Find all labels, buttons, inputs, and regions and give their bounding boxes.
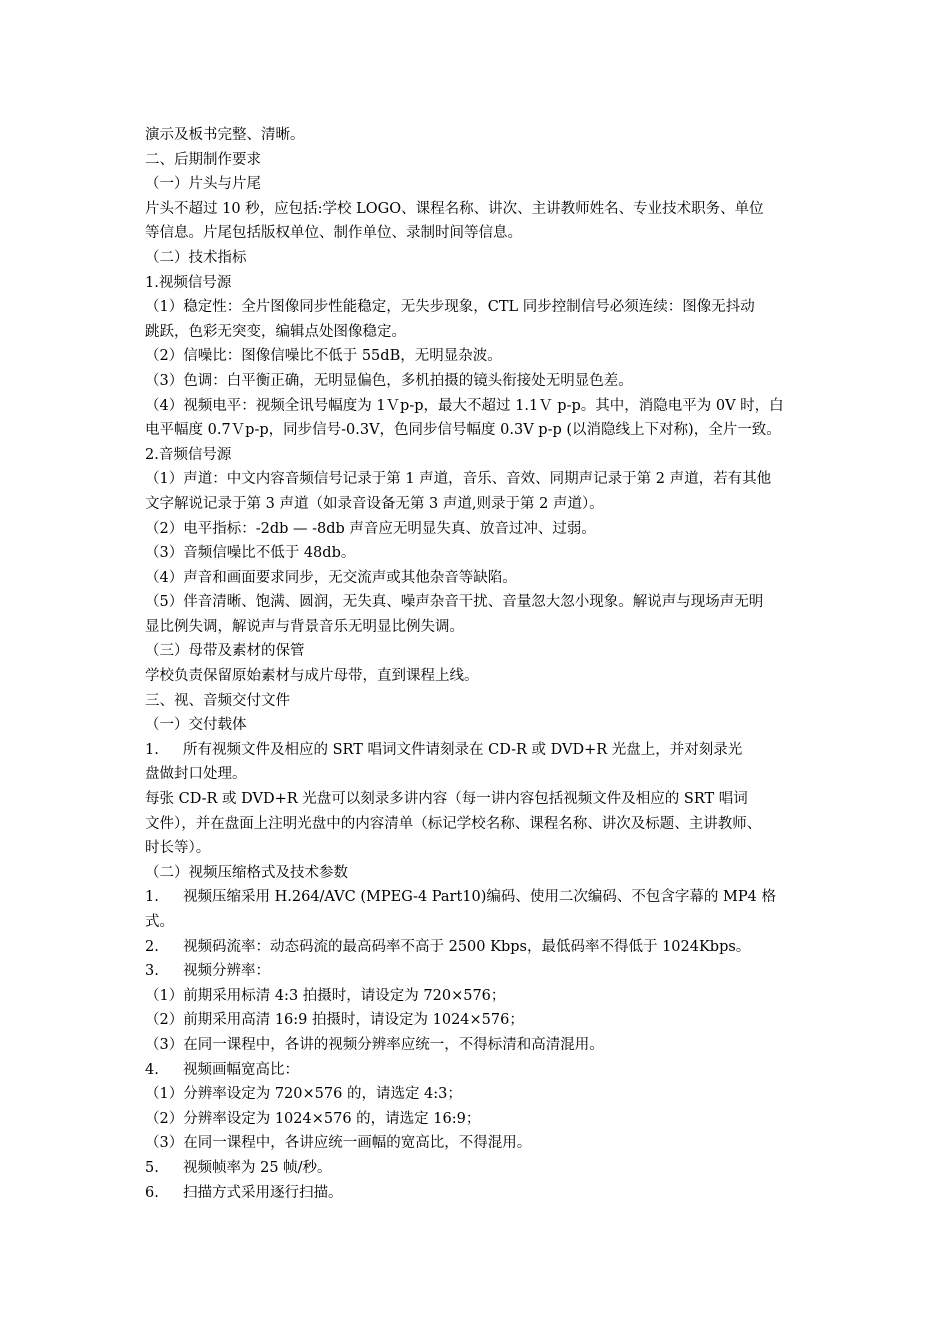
line-text: 三、视、音频交付文件 (145, 692, 290, 709)
line-text: 文字解说记录于第 3 声道（如录音设备无第 3 声道,则录于第 2 声道）。 (145, 495, 604, 512)
line-text: （3）色调：白平衡正确，无明显偏色，多机拍摄的镜头衔接处无明显色差。 (145, 372, 633, 389)
text-line (145, 541, 817, 566)
text-line (145, 467, 817, 492)
text-line (145, 295, 817, 320)
line-text: 二、后期制作要求 (145, 151, 261, 168)
line-text: 等信息。片尾包括版权单位、制作单位、录制时间等信息。 (145, 225, 522, 242)
text-line (145, 1008, 817, 1033)
line-text: 扫描方式采用逐行扫描。 (183, 1184, 343, 1201)
text-line (145, 566, 817, 591)
list-number: 6. (145, 1184, 159, 1201)
list-number: 5. (145, 1159, 159, 1176)
text-line (145, 984, 817, 1009)
text-line (145, 172, 817, 197)
text-line (145, 344, 817, 369)
list-number: 1. (145, 889, 159, 906)
line-text: （三）母带及素材的保管 (145, 643, 305, 660)
line-text: 学校负责保留原始素材与成片母带，直到课程上线。 (145, 668, 479, 685)
text-line (145, 910, 817, 935)
text-line (145, 1033, 817, 1058)
text-line (145, 935, 817, 960)
text-line (145, 123, 817, 148)
list-number: 3. (145, 963, 159, 980)
text-line (145, 394, 817, 419)
line-text: 1.视频信号源 (145, 274, 232, 291)
text-line (145, 418, 817, 443)
list-number: 2. (145, 938, 159, 955)
line-text: 盘做封口处理。 (145, 766, 247, 783)
line-text: （1）稳定性：全片图像同步性能稳定，无失步现象，CTL 同步控制信号必须连续：图像无抖动 (145, 299, 755, 316)
list-number: 1. (145, 741, 159, 758)
line-text: 文件），并在盘面上注明光盘中的内容清单（标记学校名称、课程名称、讲次及标题、主讲教师、 (145, 815, 762, 832)
text-line (145, 590, 817, 615)
line-text: 跳跃，色彩无突变，编辑点处图像稳定。 (145, 323, 406, 340)
text-line (145, 320, 817, 345)
line-text: 视频画幅宽高比： (183, 1061, 299, 1078)
line-text: （3）音频信噪比不低于 48db。 (145, 545, 356, 562)
line-text: （二）技术指标 (145, 249, 247, 266)
line-text: （3）在同一课程中，各讲应统一画幅的宽高比，不得混用。 (145, 1135, 532, 1152)
text-line (145, 369, 817, 394)
line-text: 片头不超过 10 秒，应包括:学校 LOGO、课程名称、讲次、主讲教师姓名、专业技术职务、单位 (145, 200, 764, 217)
text-line (145, 1082, 817, 1107)
text-line (145, 197, 817, 222)
line-text: 时长等）。 (145, 840, 211, 857)
text-line (145, 1107, 817, 1132)
line-text: （4）声音和画面要求同步，无交流声或其他杂音等缺陷。 (145, 569, 517, 586)
line-text: 2.音频信号源 (145, 446, 232, 463)
line-text: 所有视频文件及相应的 SRT 唱词文件请刻录在 CD-R 或 DVD+R 光盘上，并对刻录光 (183, 741, 743, 758)
line-text: 视频帧率为 25 帧/秒。 (183, 1159, 332, 1176)
text-line (145, 689, 817, 714)
line-text: （5）伴音清晰、饱满、圆润，无失真、噪声杂音干扰、音量忽大忽小现象。解说声与现场声无明 (145, 594, 764, 611)
document-body (145, 123, 817, 1205)
text-line (145, 1156, 817, 1181)
line-text: （1）分辨率设定为 720×576 的，请选定 4:3； (145, 1086, 462, 1103)
line-text: （二）视频压缩格式及技术参数 (145, 864, 348, 881)
line-text: 每张 CD-R 或 DVD+R 光盘可以刻录多讲内容（每一讲内容包括视频文件及相应的 SRT 唱词 (145, 791, 748, 808)
text-line (145, 738, 817, 763)
text-line (145, 762, 817, 787)
text-line (145, 664, 817, 689)
line-text: 视频码流率：动态码流的最高码率不高于 2500 Kbps，最低码率不得低于 1024Kbps。 (183, 938, 751, 955)
text-line (145, 1058, 817, 1083)
line-text: （一）片头与片尾 (145, 176, 261, 193)
line-text: （2）分辨率设定为 1024×576 的，请选定 16:9； (145, 1110, 481, 1127)
line-text: （1）前期采用标清 4:3 拍摄时，请设定为 720×576； (145, 987, 506, 1004)
text-line (145, 885, 817, 910)
text-line (145, 492, 817, 517)
line-text: 显比例失调，解说声与背景音乐无明显比例失调。 (145, 618, 464, 635)
line-text: （2）前期采用高清 16:9 拍摄时，请设定为 1024×576； (145, 1012, 524, 1029)
text-line (145, 787, 817, 812)
line-text: （2）电平指标：-2db — -8db 声音应无明显失真、放音过冲、过弱。 (145, 520, 596, 537)
text-line (145, 812, 817, 837)
line-text: （一）交付载体 (145, 717, 247, 734)
line-text: （4）视频电平：视频全讯号幅度为 1Ｖp-p，最大不超过 1.1Ｖ p-p。其中，消隐电平为 0V 时，白 (145, 397, 784, 414)
text-line (145, 246, 817, 271)
line-text: （2）信噪比：图像信噪比不低于 55dB，无明显杂波。 (145, 348, 502, 365)
text-line (145, 148, 817, 173)
line-text: 式。 (145, 914, 174, 930)
line-text: 视频压缩采用 H.264/AVC (MPEG-4 Part10)编码、使用二次编码、不包含字幕的 MP4 格 (183, 889, 776, 906)
text-line (145, 443, 817, 468)
text-line (145, 639, 817, 664)
line-text: （1）声道：中文内容音频信号记录于第 1 声道，音乐、音效、同期声记录于第 2 声道，若有其他 (145, 471, 772, 488)
text-line (145, 271, 817, 296)
line-text: （3）在同一课程中，各讲的视频分辨率应统一，不得标清和高清混用。 (145, 1036, 604, 1053)
line-text: 演示及板书完整、清晰。 (145, 127, 305, 143)
text-line (145, 615, 817, 640)
text-line (145, 221, 817, 246)
text-line (145, 517, 817, 542)
line-text: 视频分辨率： (183, 963, 270, 980)
list-number: 4. (145, 1061, 159, 1078)
text-line (145, 836, 817, 861)
text-line (145, 1131, 817, 1156)
text-line (145, 1181, 817, 1206)
text-line (145, 861, 817, 886)
text-line (145, 959, 817, 984)
text-line (145, 713, 817, 738)
line-text: 电平幅度 0.7Ｖp-p，同步信号-0.3V，色同步信号幅度 0.3V p-p (以消隐线上下对称)，全片一致。 (145, 422, 781, 439)
